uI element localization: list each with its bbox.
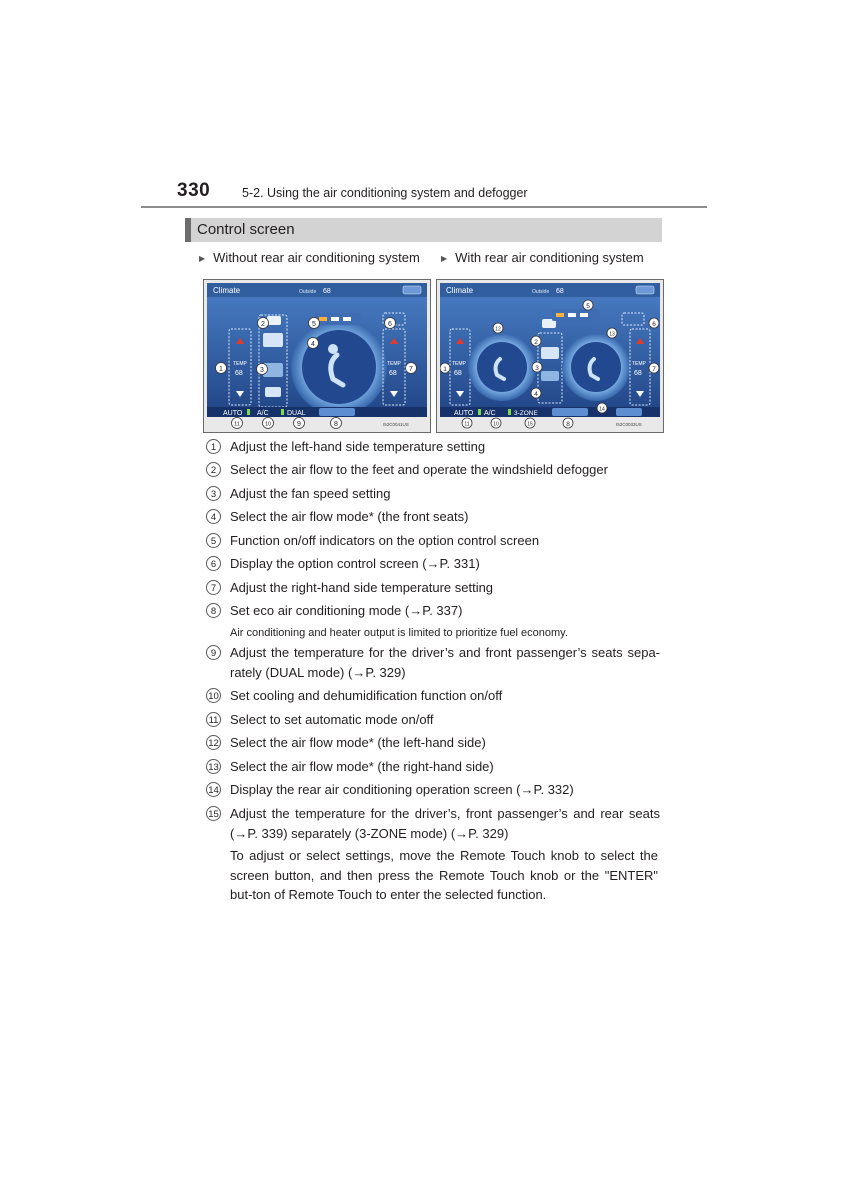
left-temp-label: TEMP — [233, 361, 247, 367]
item-number: 6 — [206, 556, 221, 571]
page-header — [141, 178, 707, 208]
ac-button[interactable]: A/C — [257, 410, 269, 417]
svg-text:13: 13 — [609, 331, 615, 338]
item-number: 11 — [206, 712, 221, 727]
item-text: Select the air flow mode* (the right-hand side) — [230, 759, 494, 774]
item-text: Function on/off indicators on the option control screen — [230, 533, 540, 548]
svg-text:14: 14 — [599, 406, 605, 413]
item-number: 3 — [206, 486, 221, 501]
item-text: Display the option control screen (→P. 331) — [230, 556, 480, 571]
figure-code: I52C0033US — [616, 422, 642, 427]
svg-text:15: 15 — [527, 421, 533, 428]
section-heading-accent — [185, 218, 191, 242]
variant-text-left: Without rear air conditioning system — [213, 250, 420, 265]
svg-text:11: 11 — [234, 421, 240, 428]
outside-label: Outside — [532, 289, 550, 295]
item-number: 1 — [206, 439, 221, 454]
item-number: 10 — [206, 688, 221, 703]
auto-button[interactable]: AUTO — [223, 410, 243, 417]
fan-level-indicator — [541, 371, 559, 381]
item-text: Display the rear air conditioning operation screen (→P. 332) — [230, 782, 574, 797]
svg-text:3: 3 — [260, 367, 264, 374]
climate-screen-without-rear — [203, 279, 431, 433]
svg-text:6: 6 — [652, 321, 656, 328]
svg-text:8: 8 — [566, 421, 570, 428]
closing-paragraph: To adjust or select settings, move the Remote Touch knob to select the screen button, and then press the Remote Touch knob or the "ENTER" but-ton of Remote Touch to enter the selected function. — [230, 848, 658, 902]
item-text: Adjust the left-hand side temperature setting — [230, 439, 486, 454]
item-number: 9 — [206, 645, 221, 660]
climate-screen-illustration-right — [440, 283, 660, 429]
item-number: 8 — [206, 603, 221, 618]
item-number: 2 — [206, 462, 221, 477]
fan-icon — [541, 347, 559, 359]
item-number: 4 — [206, 509, 221, 524]
screen-title: Climate — [213, 286, 241, 295]
chapter-title: 5-2. Using the air conditioning system and defogger — [242, 186, 528, 200]
section-heading-bar — [185, 218, 662, 242]
svg-text:10: 10 — [493, 421, 499, 428]
auto-button[interactable]: AUTO — [454, 410, 474, 417]
occupant-head-icon — [328, 344, 338, 354]
fan-low-icon — [265, 387, 281, 397]
svg-text:7: 7 — [652, 366, 656, 373]
svg-text:8: 8 — [334, 421, 338, 428]
left-temp-value: 68 — [454, 370, 462, 377]
variant-label-right — [441, 250, 644, 265]
right-temp-label: TEMP — [632, 361, 646, 367]
climate-screen-illustration-left — [207, 283, 427, 429]
svg-text:7: 7 — [409, 366, 413, 373]
svg-text:1: 1 — [219, 366, 223, 373]
figure-code: I52C0041US — [383, 422, 409, 427]
back-button[interactable] — [636, 286, 654, 294]
eco-note: Air conditioning and heater output is limited to prioritize fuel economy. — [230, 627, 568, 639]
item-number: 5 — [206, 533, 221, 548]
right-temp-label: TEMP — [387, 361, 401, 367]
svg-text:4: 4 — [534, 391, 538, 398]
outside-temp: 68 — [323, 288, 331, 295]
svg-text:1: 1 — [443, 366, 447, 373]
three-zone-button[interactable]: 3-ZONE — [514, 410, 538, 417]
svg-text:5: 5 — [312, 321, 316, 328]
svg-text:9: 9 — [297, 421, 301, 428]
outside-temp: 68 — [556, 288, 564, 295]
item-text: Adjust the temperature for the driver’s and front passenger’s seats sepa-rately (DUAL mode) (→P. 329) — [230, 645, 660, 680]
item-text: Select the air flow mode* (the front seats) — [230, 509, 469, 524]
svg-text:2: 2 — [261, 321, 265, 328]
svg-text:6: 6 — [388, 321, 392, 328]
page-number: 330 — [177, 180, 211, 201]
item-text: Adjust the fan speed setting — [230, 486, 391, 501]
item-text: Set cooling and dehumidification function on/off — [230, 688, 503, 703]
right-temp-value: 68 — [389, 370, 397, 377]
svg-text:4: 4 — [311, 341, 315, 348]
svg-text:12: 12 — [495, 326, 501, 333]
variant-label-left — [199, 250, 420, 265]
ac-button[interactable]: A/C — [484, 410, 496, 417]
item-text: Set eco air conditioning mode (→P. 337) — [230, 603, 463, 618]
item-number: 15 — [206, 806, 221, 821]
screen-title: Climate — [446, 286, 474, 295]
left-temp-value: 68 — [235, 370, 243, 377]
header-rule — [141, 206, 707, 208]
item-number: 7 — [206, 580, 221, 595]
svg-text:10: 10 — [264, 421, 272, 428]
fan-icon — [263, 333, 283, 347]
item-text: Select to set automatic mode on/off — [230, 712, 434, 727]
section-title: Control screen — [197, 221, 295, 238]
left-temp-label: TEMP — [452, 361, 466, 367]
rear-ac-button[interactable] — [616, 408, 642, 416]
item-text: Select the air flow mode* (the left-hand side) — [230, 735, 486, 750]
defog-icon[interactable] — [267, 316, 281, 325]
triangle-bullet-icon: ▶ — [199, 254, 206, 263]
back-button[interactable] — [403, 286, 421, 294]
eco-button[interactable] — [552, 408, 588, 416]
triangle-bullet-icon: ▶ — [441, 254, 448, 263]
item-text: Select the air flow to the feet and operate the windshield defogger — [230, 462, 608, 477]
outside-label: Outside — [299, 289, 317, 295]
item-text: Adjust the right-hand side temperature setting — [230, 580, 494, 595]
svg-text:2: 2 — [534, 339, 538, 346]
item-number: 14 — [206, 782, 221, 797]
climate-screen-with-rear — [436, 279, 664, 433]
item-text: Adjust the temperature for the driver’s, front passenger’s and rear seats (→P. 339) separately (3-ZONE mode) (→P. 329) — [230, 806, 660, 841]
item-number: 12 — [206, 735, 221, 750]
variant-text-right: With rear air conditioning system — [455, 250, 644, 265]
svg-text:5: 5 — [586, 303, 590, 310]
svg-text:11: 11 — [464, 421, 470, 428]
svg-text:3: 3 — [535, 365, 539, 372]
dual-button[interactable]: DUAL — [287, 410, 306, 417]
eco-button[interactable] — [319, 408, 355, 416]
item-number: 13 — [206, 759, 221, 774]
right-temp-value: 68 — [634, 370, 642, 377]
